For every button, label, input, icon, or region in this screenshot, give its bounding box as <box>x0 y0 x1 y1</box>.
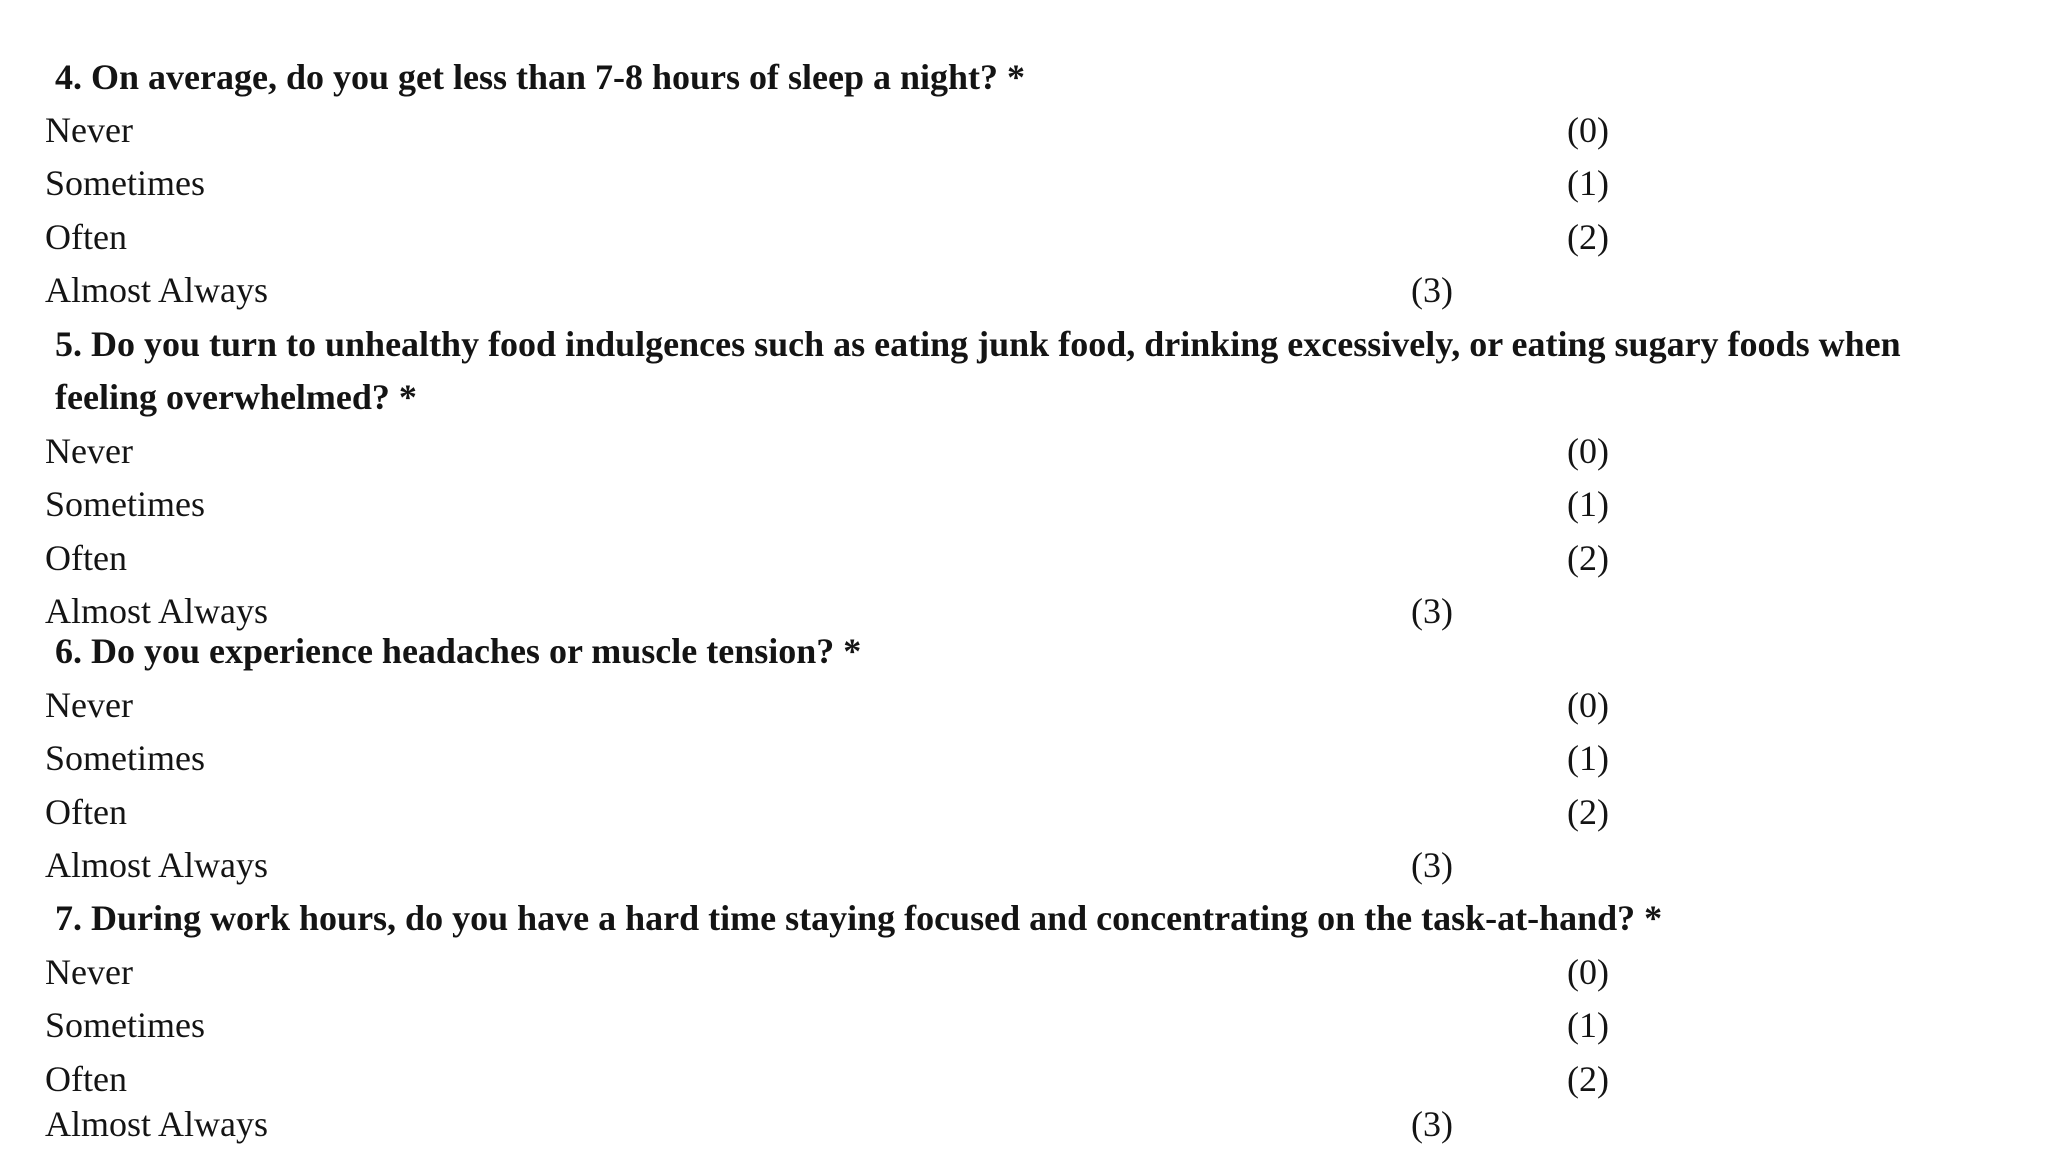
question-5-option-sometimes-score: (1) <box>1567 484 1609 524</box>
question-4-option-often-label: Often <box>45 217 127 257</box>
question-5-option-almost-always-label: Almost Always <box>45 591 269 631</box>
question-4-option-often-score: (2) <box>1567 217 1609 257</box>
question-7-option-never-label: Never <box>45 952 133 992</box>
question-5-option-almost-always-score: (3) <box>1411 591 1453 631</box>
question-7-option-almost-always-score: (3) <box>1411 1104 1453 1144</box>
question-7-text: 7. During work hours, do you have a hard time staying focused and concentrating on the task-at-hand? * <box>55 898 1663 938</box>
question-6-option-often-label: Often <box>45 792 127 832</box>
question-4-option-almost-always-label: Almost Always <box>45 270 269 310</box>
question-6-option-never-label: Never <box>45 685 133 725</box>
question-7-option-often-score: (2) <box>1567 1059 1609 1099</box>
question-4-option-never-label: Never <box>45 110 133 150</box>
question-6-text: 6. Do you experience headaches or muscle tension? * <box>55 631 862 671</box>
question-5-option-often-label: Often <box>45 538 127 578</box>
question-4-option-sometimes-score: (1) <box>1567 163 1609 203</box>
question-6-option-almost-always-score: (3) <box>1411 845 1453 885</box>
question-5-option-never-score: (0) <box>1567 431 1609 471</box>
question-6-option-almost-always-label: Almost Always <box>45 845 269 885</box>
question-6-option-sometimes-label: Sometimes <box>45 738 205 778</box>
question-6-option-sometimes-score: (1) <box>1567 738 1609 778</box>
question-5-text: 5. Do you turn to unhealthy food indulgences such as eating junk food, drinking excessively, or eating sugary foods when feeling overwhelmed? * <box>55 324 1901 417</box>
question-7-option-often-label: Often <box>45 1059 127 1099</box>
question-5-option-often-score: (2) <box>1567 538 1609 578</box>
question-7-option-never-score: (0) <box>1567 952 1609 992</box>
question-5-option-never-label: Never <box>45 431 133 471</box>
question-4-option-sometimes-label: Sometimes <box>45 163 205 203</box>
question-6-option-never-score: (0) <box>1567 685 1609 725</box>
question-4-text: 4. On average, do you get less than 7-8 hours of sleep a night? * <box>55 57 1026 97</box>
question-7-option-sometimes-score: (1) <box>1567 1005 1609 1045</box>
question-6-option-often-score: (2) <box>1567 792 1609 832</box>
question-7-option-almost-always-label: Almost Always <box>45 1104 269 1144</box>
question-4-option-almost-always-score: (3) <box>1411 270 1453 310</box>
question-7-option-sometimes-label: Sometimes <box>45 1005 205 1045</box>
question-4-option-never-score: (0) <box>1567 110 1609 150</box>
question-5-option-sometimes-label: Sometimes <box>45 484 205 524</box>
